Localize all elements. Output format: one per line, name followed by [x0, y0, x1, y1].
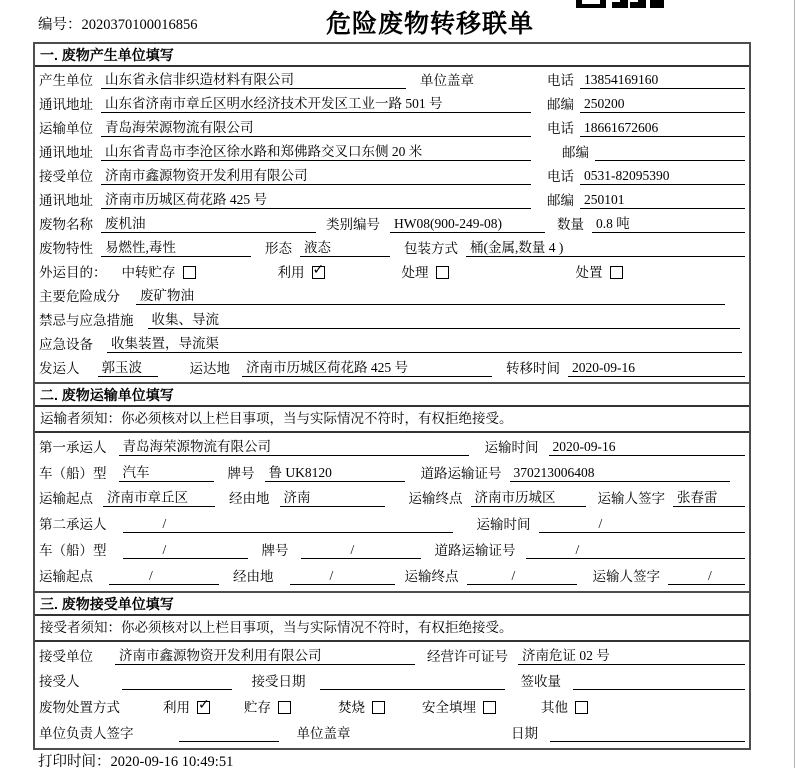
field-value: 易燃性,毒性 [101, 239, 251, 257]
field-label: 车（船）型 [39, 542, 107, 558]
checkbox-label: 利用 [277, 265, 305, 280]
section-heading: 二. 废物运输单位填写 [35, 384, 749, 407]
field-value: 250200 [580, 95, 745, 113]
serial-label: 编号： [38, 17, 82, 33]
form-row [39, 563, 745, 589]
form-serial [38, 13, 198, 34]
field-label: 类别编号 [326, 217, 380, 232]
field-label: 经营许可证号 [427, 648, 508, 664]
field-label: 废物名称 [39, 217, 93, 232]
field-label: 通讯地址 [39, 97, 93, 112]
field-label: 运达地 [189, 361, 230, 376]
field-label: 发运人 [39, 361, 80, 376]
form-row [39, 284, 745, 308]
field-label: 邮编 [547, 97, 574, 112]
field-value: 济南市章丘区 [103, 489, 215, 507]
field-label: 包装方式 [404, 241, 458, 256]
checkbox-box [372, 701, 385, 714]
field-label: 转移时间 [506, 361, 560, 376]
checkbox-label: 处理 [401, 265, 429, 280]
field-value: / [668, 567, 745, 585]
form-row [39, 537, 745, 563]
field-value: 山东省永信非织造材料有限公司 [101, 71, 406, 89]
print-time-label: 打印时间： [38, 754, 111, 770]
field-value-blank [122, 672, 232, 690]
checkbox-box [183, 266, 196, 279]
field-label: 邮编 [547, 193, 574, 208]
receiver-section [35, 591, 749, 748]
field-label: 接受日期 [251, 674, 306, 690]
checkbox-unchecked [122, 264, 196, 281]
form-row [39, 332, 745, 356]
field-value: 废矿物油 [136, 287, 725, 305]
field-label: 车（船）型 [39, 465, 107, 481]
checkbox-unchecked [422, 699, 496, 716]
producer-section [35, 44, 749, 382]
serial-number: 2020370100016856 [81, 17, 198, 33]
field-value: 2020-09-16 [568, 359, 745, 377]
checkbox-box [197, 697, 210, 714]
checkbox-box [278, 701, 291, 714]
field-label: 单位盖章 [420, 73, 474, 88]
field-value: 郭玉波 [98, 359, 158, 377]
field-value: 2020-09-16 [549, 438, 746, 456]
field-label: 经由地 [233, 568, 274, 584]
field-value: 山东省济南市章丘区明水经济技术开发区工业一路 501 号 [101, 95, 531, 113]
form-row [39, 92, 745, 116]
form-row [39, 236, 745, 260]
form-row [39, 164, 745, 188]
checkbox-box [436, 266, 449, 279]
field-label: 运输终点 [404, 568, 459, 584]
field-value: 鲁 UK8120 [265, 464, 405, 482]
print-time-value: 2020-09-16 10:49:51 [110, 754, 234, 770]
field-label: 电话 [547, 121, 574, 136]
field-value: / [539, 515, 746, 533]
field-value: 250101 [580, 191, 745, 209]
page-title: 危险废物转移联单 [326, 10, 535, 38]
field-value: 张春雷 [673, 489, 745, 507]
field-label: 邮编 [562, 145, 589, 160]
field-value: 青岛海荣源物流有限公司 [119, 438, 469, 456]
page-right-edge [794, 0, 795, 768]
check-mark-icon: ✓ [312, 262, 325, 278]
field-label: 主要危险成分 [39, 289, 120, 304]
checkbox-box [610, 266, 623, 279]
field-value: / [526, 541, 746, 559]
form-row [39, 511, 745, 537]
form-row [39, 68, 745, 92]
field-label: 道路运输证号 [420, 465, 502, 481]
field-value-blank [573, 672, 745, 690]
field-label: 接受单位 [39, 648, 93, 664]
form-row [39, 188, 745, 212]
field-label: 运输终点 [408, 491, 463, 507]
field-label: 接受单位 [39, 169, 93, 184]
field-value-blank [320, 672, 505, 690]
checkbox-box [575, 701, 588, 714]
transporter-section [35, 382, 749, 591]
field-label: 道路运输证号 [434, 542, 516, 558]
checkbox-checked [163, 699, 210, 716]
field-value: 山东省青岛市李沧区徐水路和郑佛路交叉口东侧 20 米 [101, 143, 531, 161]
field-value: / [290, 567, 395, 585]
field-value: 济南 [280, 489, 385, 507]
field-label: 运输起点 [39, 568, 93, 584]
field-value: 济南市历城区荷花路 425 号 [101, 191, 531, 209]
check-mark-icon: ✓ [198, 697, 210, 714]
field-label: 运输时间 [484, 439, 539, 455]
field-value: 废机油 [101, 215, 316, 233]
qr-code-fragment-icon [576, 0, 664, 8]
section-heading: 一. 废物产生单位填写 [35, 44, 749, 67]
field-value: 济南危证 02 号 [518, 647, 745, 665]
field-value: 收集、导流 [148, 311, 741, 329]
field-label: 通讯地址 [39, 145, 93, 160]
field-label: 单位负责人签字 [39, 725, 134, 741]
field-value: / [301, 541, 421, 559]
field-label: 产生单位 [39, 73, 93, 88]
field-value: / [123, 541, 248, 559]
checkbox-label: 安全填埋 [422, 700, 476, 716]
form-row [39, 212, 745, 236]
checkbox-checked [278, 264, 325, 281]
field-label: 应急设备 [39, 337, 93, 352]
form-row [39, 486, 745, 512]
field-value: 13854169160 [580, 71, 745, 89]
checkbox-unchecked [576, 264, 623, 281]
field-value: 济南市鑫源物资开发利用有限公司 [115, 647, 415, 665]
field-value: 370213006408 [510, 464, 730, 482]
form-row [39, 356, 745, 380]
field-value: 液态 [300, 239, 390, 257]
checkbox-label: 中转贮存 [121, 265, 176, 280]
checkbox-unchecked [541, 699, 588, 716]
field-label: 运输起点 [39, 491, 93, 507]
field-label: 电话 [547, 169, 574, 184]
form-row [39, 116, 745, 140]
field-label: 第一承运人 [39, 439, 107, 455]
section-body [35, 642, 749, 748]
form-row [39, 140, 745, 164]
section-body [35, 67, 749, 382]
form-row [39, 643, 745, 669]
field-label: 禁忌与应急措施 [39, 313, 134, 328]
form-row [39, 720, 745, 746]
field-label: 运输单位 [39, 121, 93, 136]
field-label: 通讯地址 [39, 193, 93, 208]
field-value: 济南市鑫源物资开发利用有限公司 [101, 167, 531, 185]
field-label: 形态 [265, 241, 292, 256]
field-label: 第二承运人 [39, 517, 107, 533]
field-label: 单位盖章 [296, 725, 351, 741]
field-value: 0.8 吨 [592, 215, 745, 233]
section-notice: 运输者须知：你必须核对以上栏目事项，当与实际情况不符时，有权拒绝接受。 [35, 407, 749, 433]
field-value: / [467, 567, 577, 585]
form-row [39, 669, 745, 695]
field-value: / [123, 515, 453, 533]
field-label: 废物特性 [39, 241, 93, 256]
form-row [39, 434, 745, 460]
checkbox-unchecked [338, 699, 385, 716]
checkbox-unchecked [244, 699, 291, 716]
field-label: 外运目的： [39, 265, 107, 280]
field-value: 18661672606 [580, 119, 745, 137]
field-label: 废物处置方式 [39, 700, 120, 716]
field-label: 运输人签字 [597, 491, 665, 507]
field-label: 接受人 [39, 674, 80, 690]
checkbox-box [312, 262, 325, 279]
field-label: 数量 [557, 217, 584, 232]
checkbox-label: 利用 [163, 700, 190, 716]
field-label: 牌号 [261, 542, 289, 558]
field-value: 汽车 [119, 464, 214, 482]
field-label: 牌号 [227, 465, 255, 481]
field-value: HW08(900-249-08) [390, 215, 545, 233]
checkbox-label: 其他 [541, 700, 568, 716]
checkbox-label: 焚烧 [338, 700, 365, 716]
field-value: 济南市历城区荷花路 425 号 [242, 359, 492, 377]
field-label: 日期 [511, 725, 538, 741]
checkbox-box [483, 701, 496, 714]
form-row [39, 260, 745, 284]
checkbox-label: 贮存 [244, 700, 271, 716]
section-heading: 三. 废物接受单位填写 [35, 593, 749, 616]
field-value: 济南市历城区 [471, 489, 586, 507]
field-value: / [109, 567, 219, 585]
section-body [35, 433, 749, 591]
field-value: 收集装置，导流渠 [107, 335, 742, 353]
field-label: 签收量 [520, 674, 561, 690]
section-notice: 接受者须知：你必须核对以上栏目事项，当与实际情况不符时，有权拒绝接受。 [35, 616, 749, 642]
field-value: 青岛海荣源物流有限公司 [101, 119, 531, 137]
form-row [39, 308, 745, 332]
field-label: 经由地 [229, 491, 270, 507]
field-value-blank [550, 724, 745, 742]
field-value: 0531-82095390 [580, 167, 745, 185]
checkbox-unchecked [402, 264, 449, 281]
form-row [39, 694, 745, 720]
field-value-blank [595, 143, 745, 161]
checkbox-label: 处置 [575, 265, 603, 280]
field-value-blank [179, 724, 279, 742]
field-label: 运输时间 [476, 517, 531, 533]
field-label: 运输人签字 [592, 568, 660, 584]
manifest-form [33, 42, 751, 750]
field-value: 桶(金属,数量 4 ) [466, 239, 745, 257]
form-row [39, 460, 745, 486]
field-label: 电话 [547, 73, 574, 88]
